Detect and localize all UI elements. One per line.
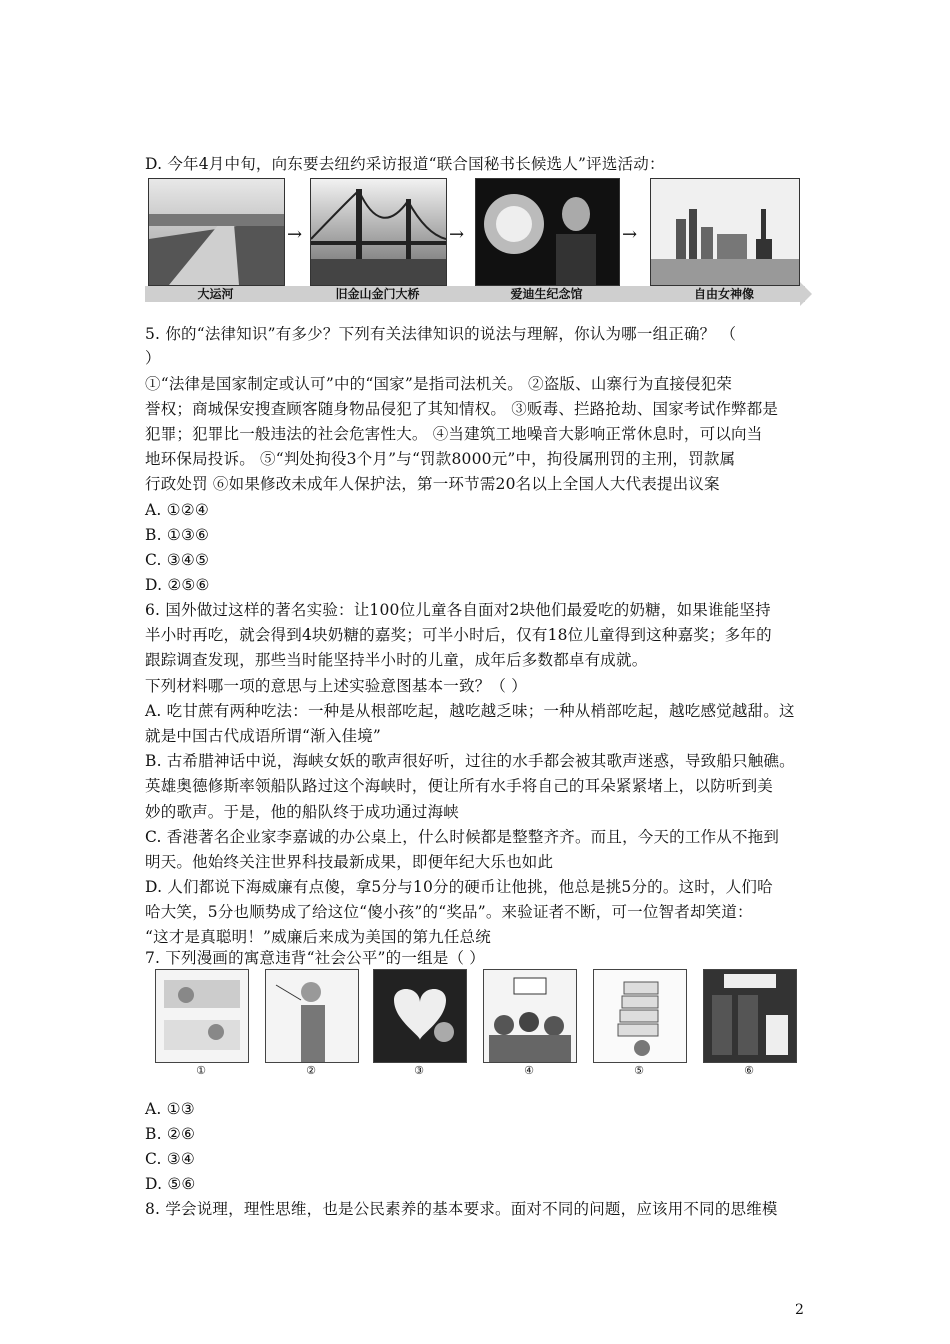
cartoon-4-image [483, 969, 577, 1063]
cartoon-1-label: ① [196, 1064, 206, 1077]
cartoon-5-label: ⑤ [634, 1064, 644, 1077]
q7-option-b: B. ②⑥ [145, 1125, 196, 1143]
q6-stem-line: 跟踪调查发现，那些当时能坚持半小时的儿童，成年后多数都卓有成就。 [145, 651, 648, 669]
q6-stem-line: 6. 国外做过这样的著名实验：让100位儿童各自面对2块他们最爱吃的奶糖，如果谁能坚持 [145, 601, 771, 619]
caption-grand-canal: 大运河 [197, 287, 234, 301]
q4-option-d: D. 今年4月中旬，向东要去纽约采访报道“联合国秘书长候选人”评选活动： [145, 155, 665, 173]
q7-cartoon-row [145, 969, 810, 1079]
q7-option-c: C. ③④ [145, 1150, 195, 1168]
q6-option-b-cont: 英雄奥德修斯率领船队路过这个海峡时，便让所有水手将自己的耳朵紧紧堵上，以防听到美 [145, 777, 774, 795]
arrow-2: → [449, 224, 465, 245]
q6-stem-line: 下列材料哪一项的意思与上述实验意图基本一致？（ ） [145, 677, 527, 695]
caption-statue-of-liberty: 自由女神像 [693, 287, 754, 301]
route-arrow-tip [800, 282, 812, 306]
cartoon-3-image [373, 969, 467, 1063]
q6-option-c: C. 香港著名企业家李嘉诚的办公桌上，什么时候都是整整齐齐。而且，今天的工作从不拖到 [145, 828, 780, 846]
q6-stem-line: 半小时再吃，就会得到4块奶糖的嘉奖；可半小时后，仅有18位儿童得到这种嘉奖；多年的 [145, 626, 772, 644]
q5-stem-line: ） [145, 349, 161, 367]
caption-golden-gate: 旧金山金门大桥 [335, 287, 420, 301]
q7-stem: 7. 下列漫画的寓意违背“社会公平”的一组是（ ） [145, 949, 485, 967]
q5-option-d: D. ②⑤⑥ [145, 576, 210, 594]
cartoon-2-label: ② [306, 1064, 316, 1077]
q6-option-c-cont: 明天。他始终关注世界科技最新成果，即便年纪大乐也如此 [145, 853, 554, 871]
caption-edison-memorial: 爱迪生纪念馆 [510, 287, 583, 301]
page-number: 2 [795, 1302, 804, 1318]
cartoon-2-image [265, 969, 359, 1063]
arrow-3: → [622, 224, 638, 245]
golden-gate-photo [310, 178, 447, 286]
q6-option-d-cont: “这才是真聪明！”威廉后来成为美国的第九任总统 [145, 928, 491, 946]
cartoon-6-image [703, 969, 797, 1063]
q5-stem-line: 行政处罚 ⑥如果修改未成年人保护法，第一环节需20名以上全国人大代表提出议案 [145, 475, 720, 493]
arrow-1: → [287, 224, 303, 245]
cartoon-4-label: ④ [524, 1064, 534, 1077]
grand-canal-photo [148, 178, 285, 286]
q5-stem-line: 誉权；商城保安搜查顾客随身物品侵犯了其知情权。 ③贩毒、拦路抢劫、国家考试作弊都是 [145, 400, 779, 418]
q8-stem: 8. 学会说理，理性思维，也是公民素养的基本要求。面对不同的问题，应该用不同的思维模 [145, 1200, 778, 1218]
q6-option-b-cont: 妙的歌声。于是，他的船队终于成功通过海峡 [145, 803, 460, 821]
q5-option-a: A. ①②④ [145, 501, 209, 519]
edison-memorial-photo [475, 178, 620, 286]
route-photo-strip [145, 178, 805, 302]
q5-stem-line: ①“法律是国家制定或认可”中的“国家”是指司法机关。 ②盗版、山寨行为直接侵犯荣 [145, 375, 733, 393]
q5-option-c: C. ③④⑤ [145, 551, 210, 569]
q5-stem-line: 地环保局投诉。 ⑤“判处拘役3个月”与“罚款8000元”中，拘役属刑罚的主刑，罚款属 [145, 450, 736, 468]
q7-option-a: A. ①③ [145, 1100, 195, 1118]
q5-option-b: B. ①③⑥ [145, 526, 210, 544]
q5-stem-line: 5. 你的“法律知识”有多少？下列有关法律知识的说法与理解，你认为哪一组正确？ （ [145, 325, 737, 343]
q6-option-d: D. 人们都说下海威廉有点傻，拿5分与10分的硬币让他挑，他总是挑5分的。这时，人们哈 [145, 878, 773, 896]
q5-stem-line: 犯罪；犯罪比一般违法的社会危害性大。 ④当建筑工地噪音大影响正常休息时，可以向当 [145, 425, 763, 443]
cartoon-6-label: ⑥ [744, 1064, 754, 1077]
cartoon-3-label: ③ [414, 1064, 424, 1077]
q6-option-b: B. 古希腊神话中说，海峡女妖的歌声很好听，过往的水手都会被其歌声迷惑，导致船只触礁。 [145, 752, 795, 770]
q6-option-d-cont: 哈大笑，5分也顺势成了给这位“傻小孩”的“奖品”。来验证者不断，可一位智者却笑道： [145, 903, 753, 921]
q6-option-a-cont: 就是中国古代成语所谓“渐入佳境” [145, 727, 382, 745]
q6-option-a: A. 吃甘蔗有两种吃法：一种是从根部吃起，越吃越乏味；一种从梢部吃起，越吃感觉越甜。这 [145, 702, 795, 720]
q7-option-d: D. ⑤⑥ [145, 1175, 196, 1193]
cartoon-1-image [155, 969, 249, 1063]
cartoon-5-image [593, 969, 687, 1063]
statue-of-liberty-photo [650, 178, 800, 286]
